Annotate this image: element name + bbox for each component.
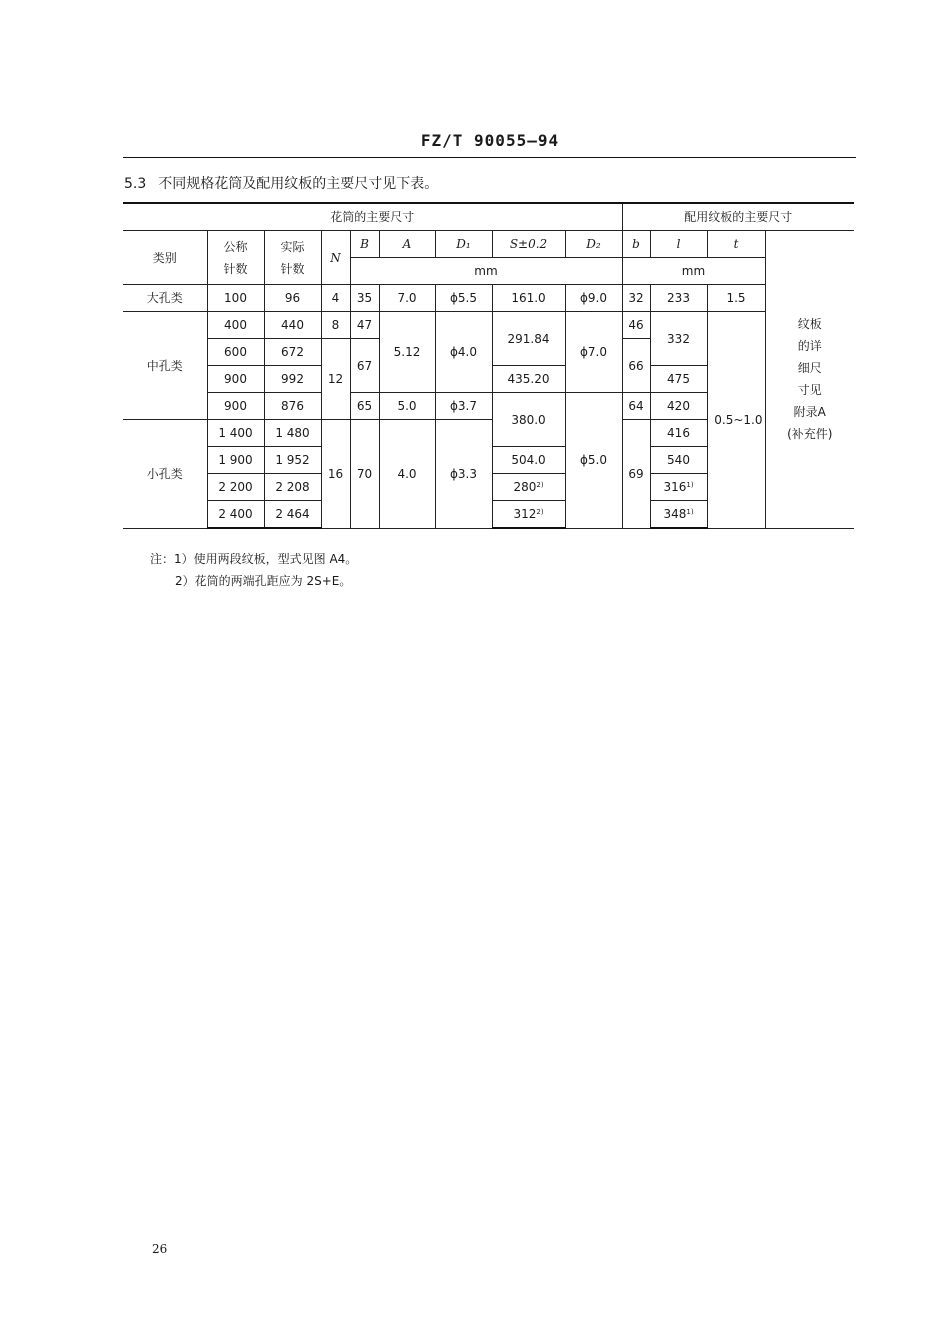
- dimension-table: [123, 202, 854, 529]
- header-l: l: [650, 231, 707, 258]
- category-small: 小孔类: [123, 420, 207, 529]
- cell-actual: 1 480: [264, 420, 321, 447]
- header-t: t: [707, 231, 765, 258]
- cell-l: [650, 474, 707, 501]
- cell-S-value: 280: [513, 480, 537, 494]
- note-2: 2）花筒的两端孔距应为 2S+E。: [175, 574, 352, 588]
- cell-l-value: 316: [663, 480, 687, 494]
- cell-nominal: 1 900: [207, 447, 264, 474]
- cell-S: 435.20: [492, 366, 565, 393]
- cell-S: [492, 474, 565, 501]
- cell-actual: 672: [264, 339, 321, 366]
- cell-nominal: 2 200: [207, 474, 264, 501]
- cell-l: [650, 501, 707, 529]
- section-heading: [124, 173, 438, 193]
- cell-b: 66: [622, 339, 650, 393]
- header-N: N: [321, 231, 350, 285]
- cell-l: 420: [650, 393, 707, 420]
- cell-b: 32: [622, 285, 650, 312]
- cell-D2: ϕ7.0: [565, 312, 622, 393]
- section-number: 5.3: [124, 176, 147, 192]
- cell-l: 416: [650, 420, 707, 447]
- cell-D1: ϕ4.0: [435, 312, 492, 393]
- header-S: S±0.2: [492, 231, 565, 258]
- cell-S: 504.0: [492, 447, 565, 474]
- cell-B: 35: [350, 285, 379, 312]
- cell-actual: 440: [264, 312, 321, 339]
- header-D2: D₂: [565, 231, 622, 258]
- cell-D1: ϕ5.5: [435, 285, 492, 312]
- header-nominal-needles: 公称 针数: [207, 231, 264, 285]
- cell-D1: ϕ3.3: [435, 420, 492, 529]
- table-notes: [150, 548, 357, 592]
- header-D1: D₁: [435, 231, 492, 258]
- cell-nominal: 100: [207, 285, 264, 312]
- cell-nominal: 900: [207, 393, 264, 420]
- cell-t: 1.5: [707, 285, 765, 312]
- cell-A: 4.0: [379, 420, 435, 529]
- header-actual-needles: 实际 针数: [264, 231, 321, 285]
- unit-left: mm: [350, 258, 622, 285]
- cell-b: 64: [622, 393, 650, 420]
- table-row: [123, 285, 854, 312]
- cell-l-value: 348: [663, 507, 687, 521]
- cell-N: 8: [321, 312, 350, 339]
- cell-b: 46: [622, 312, 650, 339]
- cell-actual: 1 952: [264, 447, 321, 474]
- cell-B: 47: [350, 312, 379, 339]
- cell-S-value: 312: [513, 507, 537, 521]
- section-title: 不同规格花筒及配用纹板的主要尺寸见下表。: [158, 176, 439, 192]
- cell-A: 5.0: [379, 393, 435, 420]
- cell-l: 475: [650, 366, 707, 393]
- cell-D1: ϕ3.7: [435, 393, 492, 420]
- header-b: b: [622, 231, 650, 258]
- cell-B: 67: [350, 339, 379, 393]
- header-A: A: [379, 231, 435, 258]
- cell-S: 291.84: [492, 312, 565, 366]
- header-rule: [123, 157, 856, 158]
- category-large: 大孔类: [123, 285, 207, 312]
- cell-nominal: 1 400: [207, 420, 264, 447]
- cell-actual: 2 464: [264, 501, 321, 529]
- card-detail-note: 纹板 的详 细尺 寸见 附录A (补充件): [765, 231, 854, 529]
- cell-nominal: 2 400: [207, 501, 264, 529]
- cell-D2: ϕ9.0: [565, 285, 622, 312]
- cell-D2: ϕ5.0: [565, 393, 622, 529]
- cell-l: 540: [650, 447, 707, 474]
- cell-N: 16: [321, 420, 350, 529]
- cell-nominal: 600: [207, 339, 264, 366]
- header-B: B: [350, 231, 379, 258]
- footnote-marker: 1): [686, 481, 694, 489]
- cell-B: 65: [350, 393, 379, 420]
- cell-t-range: 0.5~1.0: [707, 312, 765, 529]
- page-number: 26: [152, 1242, 168, 1256]
- table-row: [123, 312, 854, 339]
- cell-nominal: 400: [207, 312, 264, 339]
- cell-A: 5.12: [379, 312, 435, 393]
- cell-S: 380.0: [492, 393, 565, 447]
- header-category: 类别: [123, 231, 207, 285]
- cell-actual: 2 208: [264, 474, 321, 501]
- group-header-drum: 花筒的主要尺寸: [123, 203, 622, 231]
- footnote-marker: 2): [536, 481, 544, 489]
- cell-N: 12: [321, 339, 350, 420]
- cell-S: 161.0: [492, 285, 565, 312]
- cell-A: 7.0: [379, 285, 435, 312]
- note-1: 注：1）使用两段纹板，型式见图 A4。: [150, 552, 358, 566]
- cell-B: 70: [350, 420, 379, 529]
- group-header-card: 配用纹板的主要尺寸: [622, 203, 854, 231]
- standard-code: FZ/T 90055—94: [420, 131, 560, 150]
- cell-actual: 876: [264, 393, 321, 420]
- cell-b: 69: [622, 420, 650, 529]
- cell-actual: 992: [264, 366, 321, 393]
- cell-S: [492, 501, 565, 529]
- cell-nominal: 900: [207, 366, 264, 393]
- cell-actual: 96: [264, 285, 321, 312]
- cell-l: 233: [650, 285, 707, 312]
- footnote-marker: 2): [536, 508, 544, 516]
- category-medium: 中孔类: [123, 312, 207, 420]
- unit-right: mm: [622, 258, 765, 285]
- cell-l: 332: [650, 312, 707, 366]
- footnote-marker: 1): [686, 508, 694, 516]
- cell-N: 4: [321, 285, 350, 312]
